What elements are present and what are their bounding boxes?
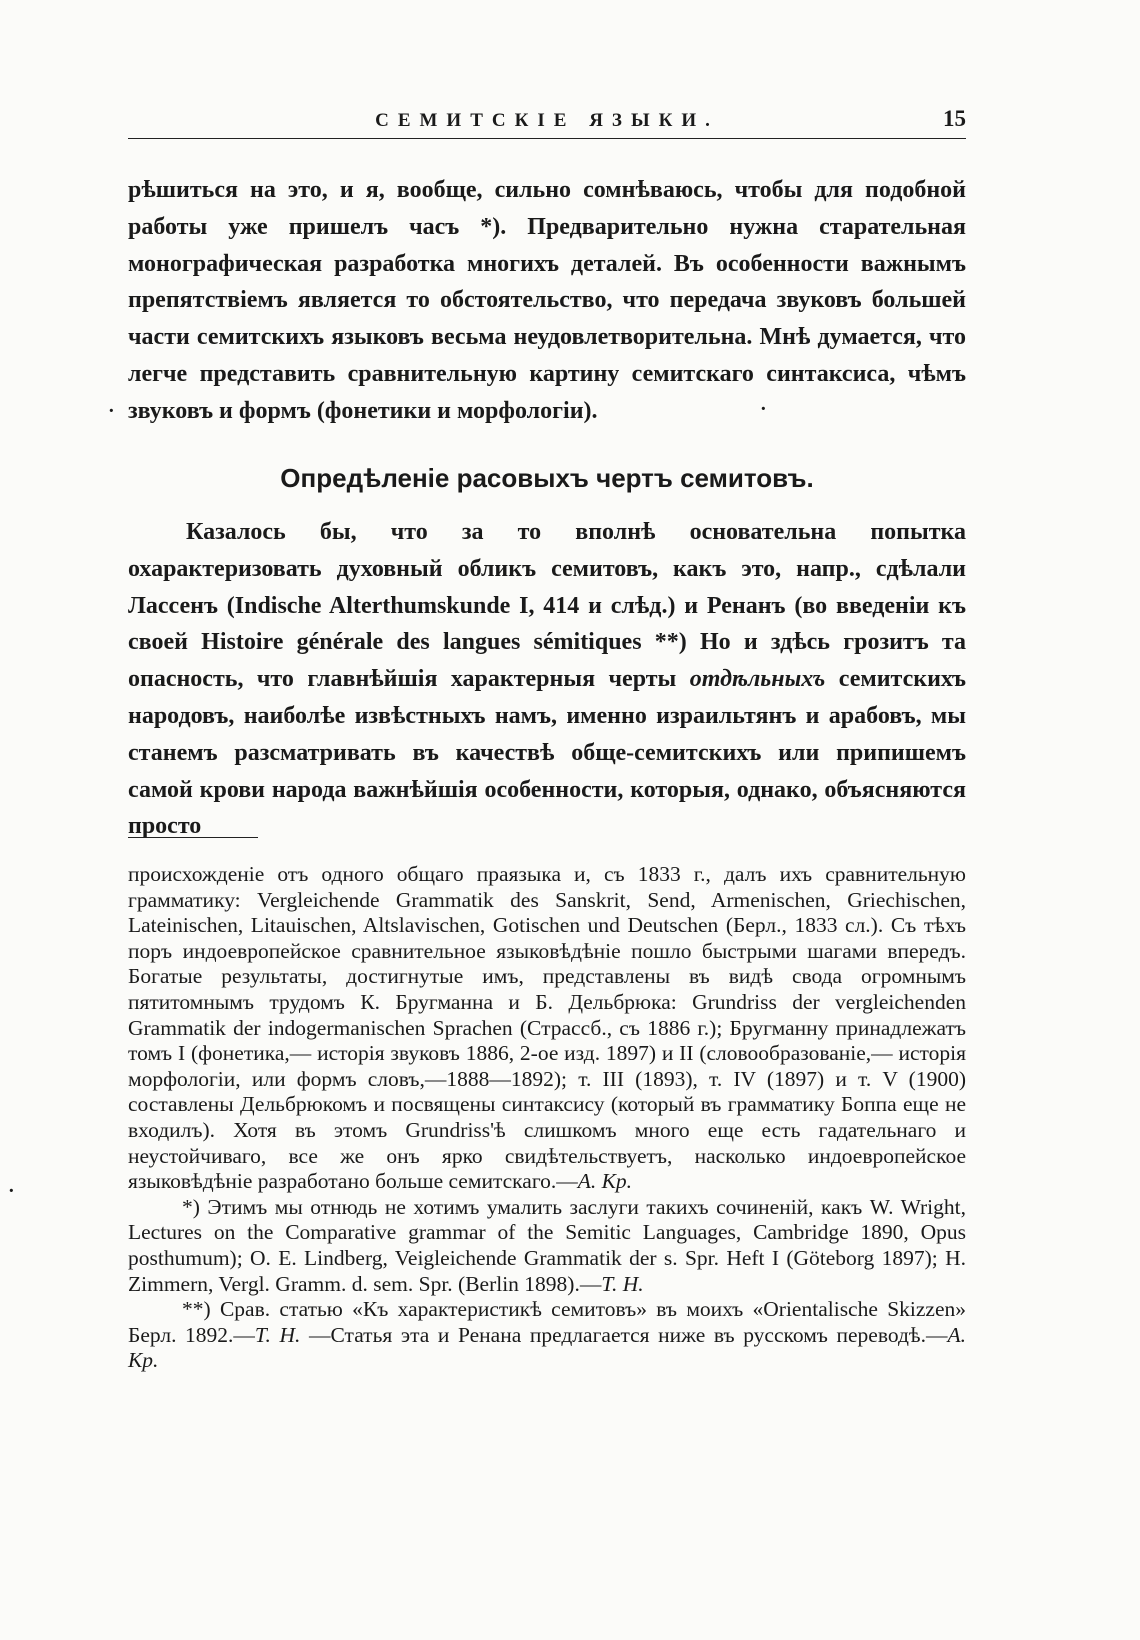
footnote-1 (128, 1195, 966, 1297)
footnote-continuation-text: происхожденіе отъ одного общаго праязыка и, съ 1833 г., далъ ихъ сравнительную грамматику: Vergleichende Grammatik des Sanskrit, Send, Armenischen, Griechischen, Lateinischen, Litauischen, Altslavischen, Gotischen und Deutschen (Берл., 1833 сл.). Съ тѣхъ поръ индоевропейское сравнительное языковѣдѣніе пошло быстрыми шагами впередъ. Богатые результаты, достигнутые имъ, представлены въ видѣ свода огромнымъ пятитомнымъ трудомъ К. Бругманна и Б. Дельбрюка: Grundriss der vergleichenden Grammatik der indogermanischen Sprachen (Страссб., съ 1886 г.); Бругманну принадлежатъ томъ I (фонетика,— исторія звуковъ 1886, 2-ое изд. 1897) и II (словообразованіе,— исторія морфологіи, или формъ словъ,—1888—1892); т. III (1893), т. IV (1897) и т. V (1900) составлены Дельбрюкомъ и посвящены синтаксису (который въ грамматику Боппа еще не входилъ). Хотя въ этомъ Grundriss'ѣ слишкомъ много еще есть гадательнаго и неустойчиваго, все же онъ ярко свидѣтельствуетъ, насколько индоевропейское языковѣдѣніе разработано больше семитскаго.— (128, 862, 967, 1194)
footnote-2-signature-1: Т. Н. (254, 1322, 301, 1347)
footnote-2-text-b: —Статья эта и Ренана предлагается ниже въ русскомъ переводѣ.— (300, 1322, 948, 1347)
footnote-1-text: *) Этимъ мы отнюдь не хотимъ умалить заслуги такихъ сочиненій, какъ W. Wright, Lectures on the Comparative grammar of the Semitic Languages, Cambridge 1890, Opus posthumum); O. E. Lindberg, Veigleichende Grammatik der s. Spr. Heft I (Göteborg 1897); H. Zimmern, Vergl. Gramm. d. sem. Spr. (Berlin 1898).— (128, 1194, 966, 1296)
page-header (128, 104, 966, 139)
footnote-signature: А. Кр. (577, 1169, 633, 1194)
paragraph-1: рѣшиться на это, и я, вообще, сильно сомнѣваюсь, чтобы для подобной работы уже пришелъ часъ *). Предварительно нужна старательная монографическая разработка многихъ деталей. Въ особенности важнымъ препятствіемъ является то обстоятельство, что передача звуковъ большей части семитскихъ языковъ весьма неудовлетворительна. Мнѣ думается, что легче представить сравнительную картину семитскаго синтаксиса, чѣмъ звуковъ и формъ (фонетики и морфологіи). (128, 177, 966, 424)
footnote-2-text-a: **) Срав. статью «Къ характеристикѣ семитовъ» въ моихъ «Orientalische Skizzen» Берл. 1892.— (128, 1297, 966, 1347)
footnote-1-signature: Т. Н. (601, 1271, 644, 1296)
stray-mark: · (760, 398, 767, 420)
footnote-2 (128, 1297, 966, 1374)
stray-mark: · (8, 1180, 15, 1202)
paragraph-2-emphasis: отдѣльныхъ (689, 666, 826, 693)
section-heading: Опредѣленіе расовыхъ чертъ семитовъ. (280, 463, 814, 493)
paragraph-2 (128, 514, 966, 845)
footnote-2-signature-2: А. Кр. (128, 1322, 966, 1373)
stray-mark: · (108, 400, 115, 422)
running-title: СЕМИТСКІЕ ЯЗЫКИ. (375, 110, 719, 131)
footnotes (128, 862, 966, 1374)
paragraph-2-text-b: семитскихъ народовъ, наиболѣе извѣстныхъ намъ, именно израильтянъ и арабовъ, мы станемъ разсматривать въ качествѣ обще-семитскихъ или припишемъ самой крови народа важнѣйшія особенности, которыя, однако, объясняются просто (128, 666, 966, 840)
page-number: 15 (943, 106, 966, 131)
footnote-continuation (128, 862, 966, 1195)
paragraph-2-text-a: Казалось бы, что за то вполнѣ основательна попытка охарактеризовать духовный обликъ семитовъ, какъ это, напр., сдѣлали Лассенъ (Indische Alterthumskunde I, 414 и слѣд.) и Ренанъ (во введеніи къ своей Histoire générale des langues sémitiques **) Но и здѣсь грозитъ та опасность, что главнѣйшія характерныя черты (128, 519, 966, 693)
footnote-rule (128, 837, 258, 838)
